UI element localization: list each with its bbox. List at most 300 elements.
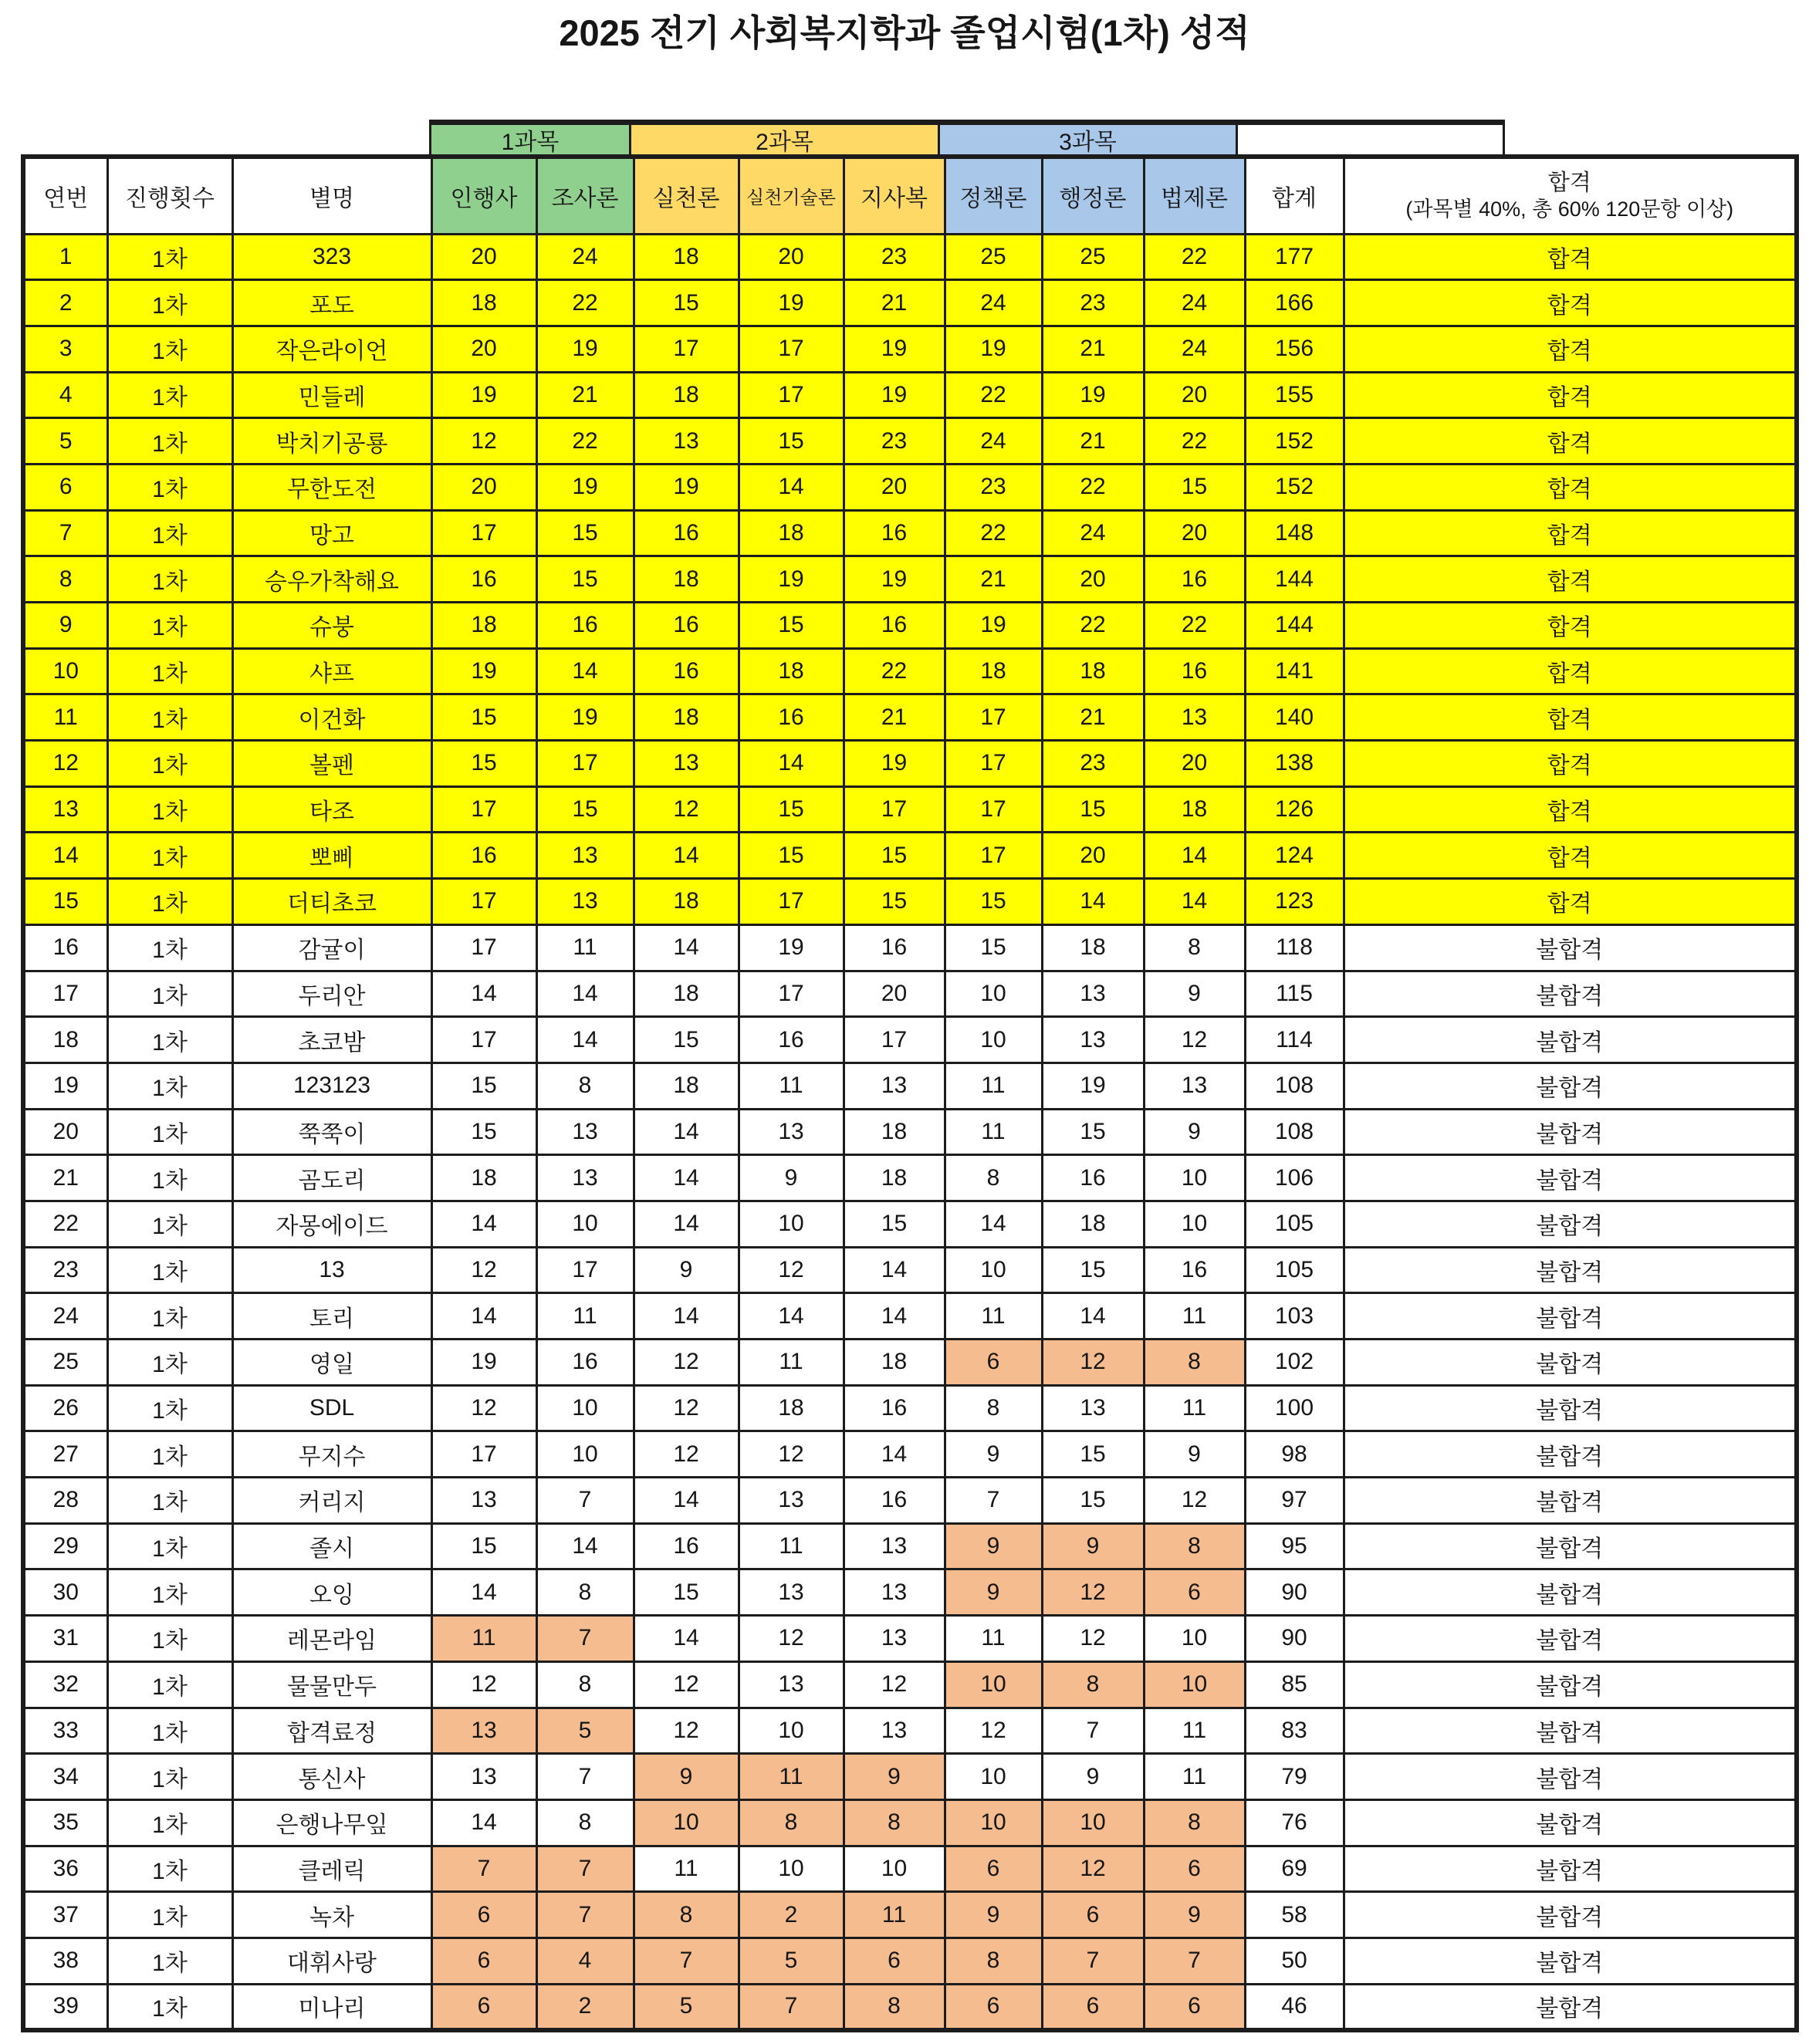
round-cell: 1차 <box>107 280 232 326</box>
score-cell: 15 <box>634 1017 739 1063</box>
score-cell: 6 <box>431 1938 536 1984</box>
score-cell: 14 <box>536 1017 634 1063</box>
score-cell: 11 <box>431 1616 536 1662</box>
score-cell: 12 <box>1042 1569 1144 1616</box>
score-cell: 18 <box>634 879 739 925</box>
nickname-cell: SDL <box>232 1385 431 1431</box>
score-cell: 8 <box>945 1385 1042 1431</box>
score-cell: 7 <box>536 1616 634 1662</box>
table-row <box>23 1569 1797 1616</box>
nickname-cell: 323 <box>232 234 431 280</box>
score-cell: 8 <box>945 1155 1042 1201</box>
round-cell: 1차 <box>107 1938 232 1984</box>
result-cell: 합격 <box>1344 786 1797 833</box>
nickname-cell: 포도 <box>232 280 431 326</box>
total-cell: 123 <box>1245 879 1344 925</box>
result-cell: 합격 <box>1344 648 1797 694</box>
score-cell: 12 <box>739 1247 844 1293</box>
total-cell: 140 <box>1245 694 1344 741</box>
table-row <box>23 1155 1797 1201</box>
total-cell: 114 <box>1245 1017 1344 1063</box>
score-cell: 12 <box>1042 1846 1144 1892</box>
score-cell: 9 <box>634 1247 739 1293</box>
round-cell: 1차 <box>107 1616 232 1662</box>
score-cell: 20 <box>1144 741 1245 787</box>
header-pass-criteria <box>1344 157 1797 234</box>
nickname-cell: 샤프 <box>232 648 431 694</box>
score-cell: 13 <box>536 1155 634 1201</box>
score-cell: 13 <box>1144 694 1245 741</box>
score-cell: 11 <box>634 1846 739 1892</box>
score-cell: 13 <box>844 1569 945 1616</box>
score-cell: 6 <box>945 1340 1042 1386</box>
score-cell: 19 <box>844 372 945 418</box>
score-cell: 13 <box>844 1063 945 1109</box>
score-cell: 14 <box>634 1293 739 1340</box>
score-cell: 12 <box>1042 1616 1144 1662</box>
score-cell: 11 <box>1144 1708 1245 1754</box>
total-cell: 156 <box>1245 326 1344 372</box>
score-cell: 23 <box>945 464 1042 510</box>
score-cell: 16 <box>844 510 945 556</box>
score-cell: 18 <box>431 280 536 326</box>
score-cell: 15 <box>945 879 1042 925</box>
score-cell: 10 <box>945 1017 1042 1063</box>
score-cell: 16 <box>431 833 536 879</box>
round-cell: 1차 <box>107 1661 232 1708</box>
score-cell: 8 <box>536 1569 634 1616</box>
round-cell: 1차 <box>107 1063 232 1109</box>
rank-cell: 37 <box>23 1892 107 1938</box>
header-subject-8: 법제론 <box>1144 157 1245 234</box>
score-cell: 7 <box>634 1938 739 1984</box>
score-cell: 16 <box>1042 1155 1144 1201</box>
nickname-cell: 합격료정 <box>232 1708 431 1754</box>
score-cell: 15 <box>1042 1431 1144 1478</box>
score-cell: 18 <box>1042 924 1144 971</box>
nickname-cell: 볼펜 <box>232 741 431 787</box>
score-cell: 22 <box>1144 418 1245 465</box>
rank-cell: 11 <box>23 694 107 741</box>
total-cell: 177 <box>1245 234 1344 280</box>
score-cell: 10 <box>945 1754 1042 1800</box>
rank-cell: 17 <box>23 971 107 1017</box>
rank-cell: 1 <box>23 234 107 280</box>
score-cell: 10 <box>536 1431 634 1478</box>
total-cell: 95 <box>1245 1523 1344 1569</box>
score-cell: 19 <box>844 326 945 372</box>
score-cell: 21 <box>844 694 945 741</box>
score-cell: 12 <box>945 1708 1042 1754</box>
table-row <box>23 1938 1797 1984</box>
round-cell: 1차 <box>107 1569 232 1616</box>
score-cell: 8 <box>844 1799 945 1846</box>
score-cell: 10 <box>1042 1799 1144 1846</box>
rank-cell: 38 <box>23 1938 107 1984</box>
round-cell: 1차 <box>107 1385 232 1431</box>
nickname-cell: 클레릭 <box>232 1846 431 1892</box>
score-cell: 18 <box>844 1155 945 1201</box>
score-cell: 24 <box>536 234 634 280</box>
score-cell: 4 <box>536 1938 634 1984</box>
score-cell: 8 <box>844 1984 945 2030</box>
score-cell: 11 <box>536 924 634 971</box>
table-row <box>23 1846 1797 1892</box>
score-cell: 14 <box>431 1293 536 1340</box>
round-cell: 1차 <box>107 648 232 694</box>
score-cell: 11 <box>739 1340 844 1386</box>
score-cell: 15 <box>739 786 844 833</box>
score-cell: 11 <box>945 1063 1042 1109</box>
score-cell: 17 <box>739 971 844 1017</box>
score-cell: 7 <box>945 1478 1042 1524</box>
total-cell: 76 <box>1245 1799 1344 1846</box>
table-row <box>23 879 1797 925</box>
score-cell: 15 <box>844 833 945 879</box>
nickname-cell: 물물만두 <box>232 1661 431 1708</box>
header-pass-rule: (과목별 40%, 총 60% 120문항 이상) <box>1405 198 1734 221</box>
result-cell: 불합격 <box>1344 1201 1797 1247</box>
score-cell: 11 <box>844 1892 945 1938</box>
table-row <box>23 326 1797 372</box>
result-cell: 불합격 <box>1344 1385 1797 1431</box>
rank-cell: 39 <box>23 1984 107 2030</box>
score-cell: 8 <box>945 1938 1042 1984</box>
score-cell: 13 <box>739 1109 844 1155</box>
score-cell: 17 <box>536 1247 634 1293</box>
score-cell: 17 <box>739 372 844 418</box>
score-cell: 17 <box>536 741 634 787</box>
score-cell: 14 <box>844 1247 945 1293</box>
total-cell: 152 <box>1245 464 1344 510</box>
table-row <box>23 1708 1797 1754</box>
total-cell: 148 <box>1245 510 1344 556</box>
result-cell: 불합격 <box>1344 1708 1797 1754</box>
score-cell: 15 <box>739 418 844 465</box>
round-cell: 1차 <box>107 1754 232 1800</box>
score-cell: 18 <box>1144 786 1245 833</box>
rank-cell: 22 <box>23 1201 107 1247</box>
score-cell: 10 <box>945 1661 1042 1708</box>
score-cell: 14 <box>844 1431 945 1478</box>
table-body <box>23 234 1797 2030</box>
score-cell: 19 <box>431 1340 536 1386</box>
score-cell: 7 <box>536 1892 634 1938</box>
score-table <box>21 154 1799 2032</box>
rank-cell: 16 <box>23 924 107 971</box>
round-cell: 1차 <box>107 1155 232 1201</box>
score-cell: 14 <box>431 1569 536 1616</box>
score-cell: 13 <box>739 1569 844 1616</box>
score-cell: 14 <box>739 741 844 787</box>
score-cell: 20 <box>1144 510 1245 556</box>
score-cell: 12 <box>634 1385 739 1431</box>
score-cell: 7 <box>536 1478 634 1524</box>
score-cell: 13 <box>1042 1385 1144 1431</box>
score-cell: 11 <box>739 1523 844 1569</box>
result-cell: 불합격 <box>1344 1478 1797 1524</box>
table-row <box>23 1754 1797 1800</box>
score-cell: 12 <box>431 1247 536 1293</box>
rank-cell: 33 <box>23 1708 107 1754</box>
table-row <box>23 1017 1797 1063</box>
nickname-cell: 쭉쭉이 <box>232 1109 431 1155</box>
nickname-cell: 커리지 <box>232 1478 431 1524</box>
nickname-cell: 망고 <box>232 510 431 556</box>
round-cell: 1차 <box>107 971 232 1017</box>
score-cell: 7 <box>739 1984 844 2030</box>
score-cell: 15 <box>431 694 536 741</box>
score-cell: 21 <box>1042 694 1144 741</box>
score-cell: 19 <box>536 326 634 372</box>
score-cell: 16 <box>739 694 844 741</box>
score-cell: 14 <box>634 1155 739 1201</box>
score-cell: 10 <box>739 1846 844 1892</box>
score-cell: 12 <box>431 1385 536 1431</box>
score-cell: 6 <box>1042 1984 1144 2030</box>
score-cell: 18 <box>431 1155 536 1201</box>
header-round: 진행횟수 <box>107 157 232 234</box>
score-cell: 15 <box>844 879 945 925</box>
nickname-cell: 무한도전 <box>232 464 431 510</box>
score-cell: 16 <box>634 603 739 649</box>
score-cell: 24 <box>1042 510 1144 556</box>
score-cell: 11 <box>945 1293 1042 1340</box>
score-cell: 13 <box>536 1109 634 1155</box>
rank-cell: 28 <box>23 1478 107 1524</box>
nickname-cell: 타조 <box>232 786 431 833</box>
score-cell: 17 <box>945 741 1042 787</box>
score-cell: 6 <box>1144 1569 1245 1616</box>
score-cell: 10 <box>634 1799 739 1846</box>
round-cell: 1차 <box>107 603 232 649</box>
table-row <box>23 694 1797 741</box>
rank-cell: 2 <box>23 280 107 326</box>
result-cell: 불합격 <box>1344 1892 1797 1938</box>
score-cell: 21 <box>844 280 945 326</box>
score-cell: 16 <box>844 603 945 649</box>
score-cell: 15 <box>536 786 634 833</box>
score-cell: 15 <box>844 1201 945 1247</box>
score-cell: 15 <box>431 1109 536 1155</box>
score-cell: 21 <box>1042 418 1144 465</box>
rank-cell: 6 <box>23 464 107 510</box>
score-cell: 11 <box>1144 1754 1245 1800</box>
score-cell: 19 <box>739 924 844 971</box>
header-subject-1: 인행사 <box>431 157 536 234</box>
score-cell: 9 <box>1144 971 1245 1017</box>
score-cell: 13 <box>844 1523 945 1569</box>
score-cell: 13 <box>844 1708 945 1754</box>
total-cell: 166 <box>1245 280 1344 326</box>
score-cell: 12 <box>844 1661 945 1708</box>
table-row <box>23 1201 1797 1247</box>
score-cell: 14 <box>1042 879 1144 925</box>
header-subject-3: 실천론 <box>634 157 739 234</box>
table-row <box>23 418 1797 465</box>
score-cell: 17 <box>431 1017 536 1063</box>
nickname-cell: 승우가착해요 <box>232 556 431 603</box>
score-cell: 13 <box>1042 1017 1144 1063</box>
header-pass-label: 합격 <box>1547 170 1591 195</box>
score-cell: 14 <box>634 1201 739 1247</box>
subject-group-header-row <box>21 120 1505 157</box>
score-cell: 8 <box>1144 1340 1245 1386</box>
score-cell: 20 <box>1042 556 1144 603</box>
header-subject-5: 지사복 <box>844 157 945 234</box>
result-cell: 합격 <box>1344 510 1797 556</box>
round-cell: 1차 <box>107 1478 232 1524</box>
total-cell: 46 <box>1245 1984 1344 2030</box>
score-cell: 24 <box>1144 326 1245 372</box>
score-cell: 19 <box>945 326 1042 372</box>
score-cell: 14 <box>1144 879 1245 925</box>
nickname-cell: 무지수 <box>232 1431 431 1478</box>
score-cell: 12 <box>1042 1340 1144 1386</box>
rank-cell: 20 <box>23 1109 107 1155</box>
score-cell: 14 <box>634 1109 739 1155</box>
nickname-cell: 은행나무잎 <box>232 1799 431 1846</box>
table-row <box>23 1661 1797 1708</box>
result-cell: 합격 <box>1344 556 1797 603</box>
round-cell: 1차 <box>107 464 232 510</box>
score-cell: 15 <box>1144 464 1245 510</box>
score-cell: 8 <box>536 1661 634 1708</box>
score-cell: 12 <box>634 1431 739 1478</box>
table-row <box>23 1799 1797 1846</box>
total-cell: 141 <box>1245 648 1344 694</box>
score-cell: 14 <box>945 1201 1042 1247</box>
table-row <box>23 372 1797 418</box>
score-cell: 20 <box>1144 372 1245 418</box>
score-cell: 11 <box>945 1616 1042 1662</box>
rank-cell: 13 <box>23 786 107 833</box>
score-cell: 2 <box>739 1892 844 1938</box>
score-cell: 11 <box>1144 1293 1245 1340</box>
nickname-cell: 영일 <box>232 1340 431 1386</box>
nickname-cell: 대휘사랑 <box>232 1938 431 1984</box>
round-cell: 1차 <box>107 786 232 833</box>
nickname-cell: 초코밤 <box>232 1017 431 1063</box>
round-cell: 1차 <box>107 1799 232 1846</box>
total-cell: 108 <box>1245 1063 1344 1109</box>
rank-cell: 26 <box>23 1385 107 1431</box>
score-cell: 18 <box>1042 648 1144 694</box>
group-header-spacer <box>21 120 429 157</box>
score-cell: 18 <box>634 971 739 1017</box>
score-cell: 10 <box>844 1846 945 1892</box>
total-cell: 126 <box>1245 786 1344 833</box>
score-cell: 17 <box>431 786 536 833</box>
result-cell: 합격 <box>1344 234 1797 280</box>
score-cell: 9 <box>1144 1892 1245 1938</box>
score-cell: 12 <box>431 418 536 465</box>
nickname-cell: 작은라이언 <box>232 326 431 372</box>
score-cell: 8 <box>1144 924 1245 971</box>
result-cell: 불합격 <box>1344 1109 1797 1155</box>
score-cell: 7 <box>536 1846 634 1892</box>
score-cell: 17 <box>739 326 844 372</box>
score-cell: 17 <box>431 510 536 556</box>
nickname-cell: 박치기공룡 <box>232 418 431 465</box>
score-cell: 13 <box>739 1661 844 1708</box>
score-cell: 16 <box>634 648 739 694</box>
rank-cell: 30 <box>23 1569 107 1616</box>
score-cell: 14 <box>634 1478 739 1524</box>
score-cell: 19 <box>1042 1063 1144 1109</box>
total-cell: 118 <box>1245 924 1344 971</box>
total-cell: 69 <box>1245 1846 1344 1892</box>
rank-cell: 5 <box>23 418 107 465</box>
result-cell: 합격 <box>1344 372 1797 418</box>
total-cell: 90 <box>1245 1569 1344 1616</box>
table-row <box>23 1109 1797 1155</box>
rank-cell: 35 <box>23 1799 107 1846</box>
total-cell: 155 <box>1245 372 1344 418</box>
nickname-cell: 슈붕 <box>232 603 431 649</box>
result-cell: 불합격 <box>1344 1754 1797 1800</box>
rank-cell: 36 <box>23 1846 107 1892</box>
score-cell: 6 <box>844 1938 945 1984</box>
score-cell: 21 <box>1042 326 1144 372</box>
result-cell: 불합격 <box>1344 1938 1797 1984</box>
score-cell: 6 <box>945 1984 1042 2030</box>
score-cell: 14 <box>431 1201 536 1247</box>
total-cell: 124 <box>1245 833 1344 879</box>
rank-cell: 10 <box>23 648 107 694</box>
rank-cell: 9 <box>23 603 107 649</box>
score-cell: 17 <box>634 326 739 372</box>
nickname-cell: 123123 <box>232 1063 431 1109</box>
score-cell: 13 <box>739 1478 844 1524</box>
score-cell: 22 <box>1144 234 1245 280</box>
score-cell: 19 <box>844 741 945 787</box>
total-cell: 105 <box>1245 1201 1344 1247</box>
score-cell: 22 <box>1144 603 1245 649</box>
score-cell: 9 <box>945 1431 1042 1478</box>
score-cell: 18 <box>739 510 844 556</box>
rank-cell: 4 <box>23 372 107 418</box>
rank-cell: 12 <box>23 741 107 787</box>
result-cell: 불합격 <box>1344 1293 1797 1340</box>
score-cell: 14 <box>634 833 739 879</box>
table-row <box>23 234 1797 280</box>
score-cell: 16 <box>634 510 739 556</box>
round-cell: 1차 <box>107 1247 232 1293</box>
score-cell: 10 <box>536 1385 634 1431</box>
table-row <box>23 1431 1797 1478</box>
result-cell: 합격 <box>1344 418 1797 465</box>
result-cell: 불합격 <box>1344 924 1797 971</box>
nickname-cell: 13 <box>232 1247 431 1293</box>
rank-cell: 18 <box>23 1017 107 1063</box>
score-cell: 12 <box>634 1340 739 1386</box>
score-cell: 15 <box>1042 786 1144 833</box>
table-row <box>23 1063 1797 1109</box>
result-cell: 합격 <box>1344 280 1797 326</box>
score-cell: 15 <box>431 741 536 787</box>
score-cell: 20 <box>431 234 536 280</box>
round-cell: 1차 <box>107 694 232 741</box>
score-cell: 14 <box>634 924 739 971</box>
rank-cell: 27 <box>23 1431 107 1478</box>
round-cell: 1차 <box>107 1892 232 1938</box>
score-cell: 10 <box>945 1799 1042 1846</box>
score-cell: 19 <box>945 603 1042 649</box>
result-cell: 불합격 <box>1344 1340 1797 1386</box>
score-cell: 16 <box>844 1385 945 1431</box>
result-cell: 불합격 <box>1344 1523 1797 1569</box>
